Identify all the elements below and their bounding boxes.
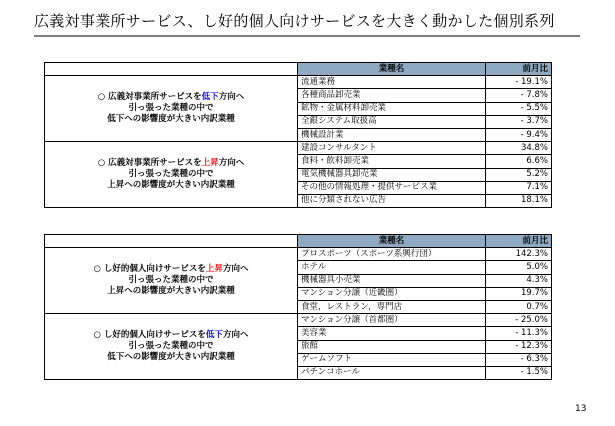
industry-name: 建設コンサルタント (298, 142, 486, 155)
title-rule (34, 35, 580, 37)
fall-keyword: 低下 (205, 330, 223, 341)
industry-name: マンション分譲（首都圏） (298, 314, 486, 327)
mom-value: - 9.4% (486, 128, 552, 141)
industry-name: マンション分譲（近畿圏） (298, 287, 486, 300)
group-label-business-rise: ○ 広義対事業所サービスを上昇方向へ 引っ張った業種の中で 上昇への影響度が大きい内訳業種 (45, 142, 298, 208)
mom-value: - 3.7% (486, 115, 552, 128)
industry-name: 旅館 (298, 340, 486, 353)
mom-value: - 12.3% (486, 340, 552, 353)
column-header-mom: 前月比 (486, 235, 552, 248)
mom-value: 4.3% (486, 274, 552, 287)
mom-value: - 25.0% (486, 314, 552, 327)
mom-value: - 5.5% (486, 102, 552, 115)
business-services-table (44, 62, 552, 208)
mom-value: 0.7% (486, 300, 552, 313)
page-title: 広義対事業所サービス、し好的個人向けサービスを大きく動かした個別系列 (34, 12, 555, 30)
group-label-personal-rise: ○ し好的個人向けサービスを上昇方向へ 引っ張った業種の中で 上昇への影響度が大きい内訳業種 (45, 248, 298, 314)
mom-value: - 7.8% (486, 89, 552, 102)
rise-keyword: 上昇 (201, 158, 219, 169)
industry-name: 各種商品卸売業 (298, 89, 486, 102)
mom-value: 6.6% (486, 155, 552, 168)
mom-value: 18.1% (486, 194, 552, 207)
industry-name: パチンコホール (298, 366, 486, 379)
mom-value: - 6.3% (486, 353, 552, 366)
group-label-business-fall: ○ 広義対事業所サービスを低下方向へ 引っ張った業種の中で 低下への影響度が大きい内訳業種 (45, 76, 298, 142)
industry-name: 機械設計業 (298, 128, 486, 141)
industry-name: 電気機械器具卸売業 (298, 168, 486, 181)
mom-value: - 11.3% (486, 327, 552, 340)
mom-value: 142.3% (486, 248, 552, 261)
column-header-mom: 前月比 (486, 63, 552, 76)
industry-name: 美容業 (298, 327, 486, 340)
page-number: 13 (575, 404, 587, 414)
industry-name: 流通業務 (298, 76, 486, 89)
column-header-industry: 業種名 (298, 63, 486, 76)
mom-value: - 19.1% (486, 76, 552, 89)
industry-name: ホテル (298, 261, 486, 274)
industry-name: 食料・飲料卸売業 (298, 155, 486, 168)
industry-name: 機械器具小売業 (298, 274, 486, 287)
industry-name: ゲームソフト (298, 353, 486, 366)
industry-name: その他の情報処理・提供サービス業 (298, 181, 486, 194)
group-label-personal-fall: ○ し好的個人向けサービスを低下方向へ 引っ張った業種の中で 低下への影響度が大きい内訳業種 (45, 314, 298, 380)
industry-name: 他に分類されない広告 (298, 194, 486, 207)
mom-value: 7.1% (486, 181, 552, 194)
mom-value: 34.8% (486, 142, 552, 155)
industry-name: 全銀システム取扱高 (298, 115, 486, 128)
mom-value: - 1.5% (486, 366, 552, 379)
column-header-industry: 業種名 (298, 235, 486, 248)
industry-name: 鉱物・金属材料卸売業 (298, 102, 486, 115)
industry-name: 食堂，レストラン，専門店 (298, 300, 486, 313)
fall-keyword: 低下 (201, 92, 219, 103)
industry-name: プロスポーツ（スポーツ系興行団） (298, 248, 486, 261)
rise-keyword: 上昇 (205, 264, 223, 275)
mom-value: 19.7% (486, 287, 552, 300)
personal-services-table (44, 234, 552, 380)
mom-value: 5.2% (486, 168, 552, 181)
mom-value: 5.0% (486, 261, 552, 274)
